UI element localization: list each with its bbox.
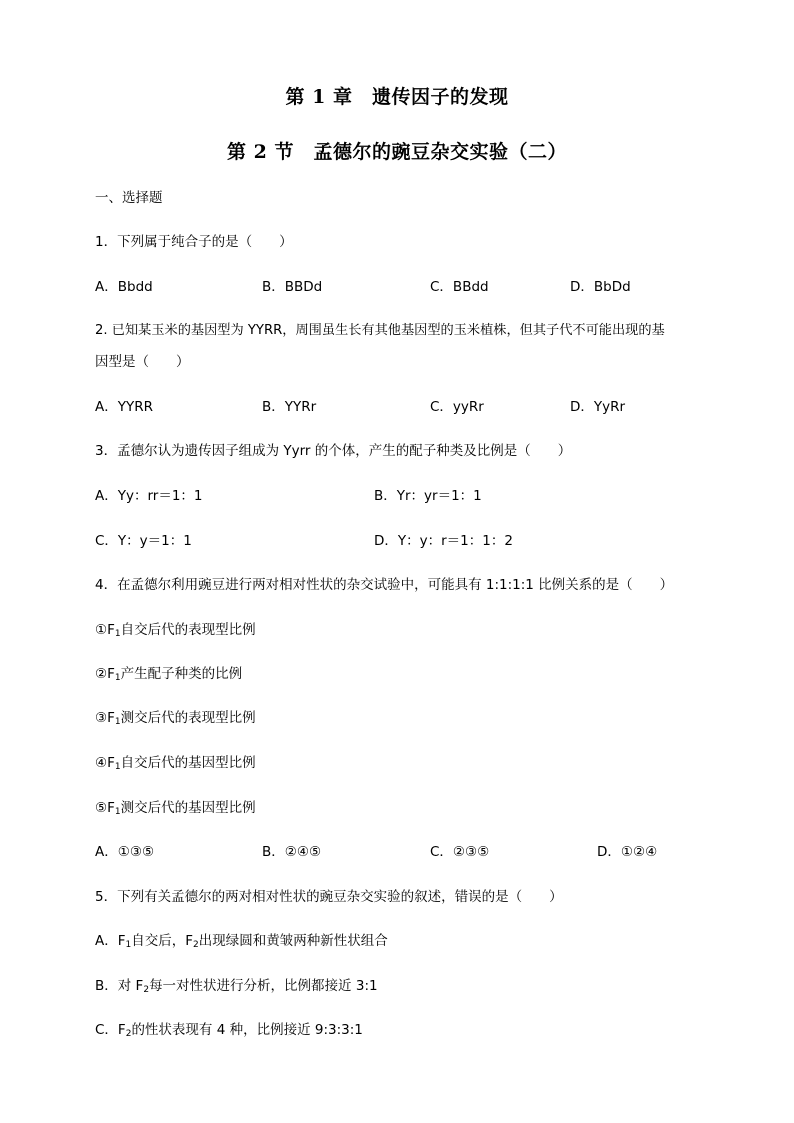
question-4-option-d: D．①②④ xyxy=(597,844,658,860)
question-1-option-d: D．BbDd xyxy=(570,279,631,295)
question-3-stem: 3．孟德尔认为遗传因子组成为 Yyrr 的个体，产生的配子种类及比例是（ ） xyxy=(95,443,572,459)
question-4-option-a: A．①③⑤ xyxy=(95,844,155,860)
question-5-option-c: C．$F_2$的性状表现有 4 种，比例接近 9:3:3:1 xyxy=(95,1022,363,1039)
question-1-option-a: A．Bbdd xyxy=(95,279,153,295)
question-4-item-2: $②F_1$产生配子种类的比例 xyxy=(95,666,243,683)
question-3-option-b: B．Yr：yr＝1：1 xyxy=(374,488,482,504)
question-4-option-c: C．②③⑤ xyxy=(430,844,490,860)
section-heading: 一、选择题 xyxy=(95,190,163,206)
chapter-title: 第 1 章 遗传因子的发现 xyxy=(285,86,509,108)
question-2-option-d: D．YyRr xyxy=(570,399,626,415)
question-5-stem: 5．下列有关孟德尔的两对相对性状的豌豆杂交实验的叙述，错误的是（ ） xyxy=(95,889,563,905)
question-2-option-c: C．yyRr xyxy=(430,399,484,415)
question-2-option-a: A．YYRR xyxy=(95,399,153,415)
question-3-option-c: C．Y：y＝1：1 xyxy=(95,533,192,549)
question-4-option-b: B．②④⑤ xyxy=(262,844,322,860)
question-3-option-d: D．Y：y：r＝1：1：2 xyxy=(374,533,513,549)
question-1-stem: 1．下列属于纯合子的是（ ） xyxy=(95,234,293,250)
question-4-item-5: $⑤F_1$测交后代的基因型比例 xyxy=(95,800,256,817)
question-5-option-b: B．对 $F_2$每一对性状进行分析，比例都接近 3:1 xyxy=(95,978,378,995)
question-4-item-1: $①F_1$自交后代的表现型比例 xyxy=(95,622,256,639)
section-title: 第 2 节 孟德尔的豌豆杂交实验（二） xyxy=(227,141,567,163)
question-4-stem: 4．在孟德尔利用豌豆进行两对相对性状的杂交试验中，可能具有 1:1:1:1 比例关系的是（ ） xyxy=(95,577,674,593)
question-4-item-3: $③F_1$测交后代的表现型比例 xyxy=(95,710,256,727)
question-2-stem-line-2: 因型是（ ） xyxy=(95,354,190,370)
question-2-stem-line-1: 2. 已知某玉米的基因型为 YYRR，周围虽生长有其他基因型的玉米植株，但其子代不可能出现的基 xyxy=(95,323,665,338)
question-2-option-b: B．YYRr xyxy=(262,399,317,415)
question-1-option-c: C．BBdd xyxy=(430,279,489,295)
question-4-item-4: $④F_1$自交后代的基因型比例 xyxy=(95,755,256,772)
question-3-option-a: A．Yy：rr＝1：1 xyxy=(95,488,203,504)
question-5-option-a: A．$F_1$自交后，$F_2$出现绿圆和黄皱两种新性状组合 xyxy=(95,933,388,950)
question-1-option-b: B．BBDd xyxy=(262,279,323,295)
